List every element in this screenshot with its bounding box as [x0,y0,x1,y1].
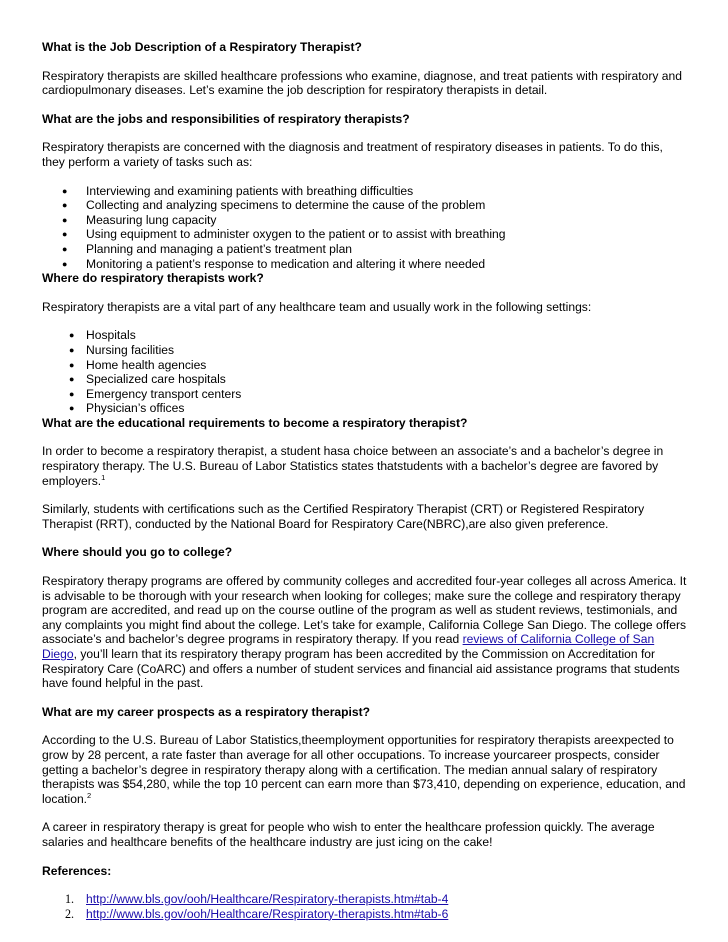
list-item: ● Nursing facilities [42,343,687,358]
heading-responsibilities: What are the jobs and responsibilities of respiratory therapists? [42,111,410,126]
list-item: ● Planning and managing a patient’s treatment plan [42,242,687,257]
footnote-marker: 2 [87,790,92,800]
heading-career: What are my career prospects as a respiratory therapist? [42,704,371,719]
list-item: ● Using equipment to administer oxygen to the patient or to assist with breathing [42,227,687,242]
reference-number: 1. [65,892,75,907]
paragraph-college [42,574,687,691]
list-item: ● Emergency transport centers [42,387,687,402]
paragraph-conclusion: A career in respiratory therapy is great for people who wish to enter the healthcare profession quickly. The average salaries and healthcare benefits of the healthcare industry are just icing on the cake! [42,820,655,849]
list-settings [42,328,687,416]
paragraph-education [42,444,687,488]
heading-references: References: [42,863,112,878]
document-page [42,40,687,921]
list-item: ● Measuring lung capacity [42,213,687,228]
paragraph-education-text: In order to become a respiratory therapist, a student hasa choice between an associate’s and a bachelor’s degree in respiratory therapy. The U.S. Bureau of Labor Statistics states thatstudents with a bachelor’s degree are favored by employers. [42,444,664,488]
reviews-link[interactable]: reviews of California College of San Diego [42,632,655,661]
reference-item [42,892,687,907]
paragraph-college-text: Respiratory therapy programs are offered by community colleges and accredited four-year colleges all across America. It is advisable to be thorough with your research when looking for colleges; make sure the college and respiratory therapy program are accredited, and read up on the course outline of the program as well as student reviews, testimonials, and any complaints you might find about the college. Let’s take for example, California College San Diego. The college offers associate’s and bachelor’s degree programs in respiratory therapy. If you read [42,574,687,647]
list-tasks [42,184,687,272]
list-item: ● Collecting and analyzing specimens to determine the cause of the problem [42,198,687,213]
paragraph-responsibilities: Respiratory therapists are concerned with the diagnosis and treatment of respiratory diseases in patients. To do this, they perform a variety of tasks such as: [42,140,663,169]
reference-link[interactable]: http://www.bls.gov/ooh/Healthcare/Respiratory-therapists.htm#tab-4 [86,892,449,907]
reference-number: 2. [65,906,75,921]
reference-item [42,907,687,922]
heading-education: What are the educational requirements to become a respiratory therapist? [42,415,468,430]
list-item: ● Specialized care hospitals [42,372,687,387]
list-item: ● Home health agencies [42,358,687,373]
paragraph-certifications: Similarly, students with certifications such as the Certified Respiratory Therapist (CRT) or Registered Respiratory Therapist (RRT), conducted by the National Board for Respiratory Care(NBRC),are also given preference. [42,502,645,531]
references-list [42,892,687,921]
paragraph-college-text-end: , you’ll learn that its respiratory therapy program has been accredited by the Commission on Accreditation for Respiratory Care (CoARC) and offers a number of student services and financial aid assistance programs that students have found helpful in the past. [42,647,680,691]
list-item: ● Hospitals [42,328,687,343]
paragraph-career [42,733,687,806]
paragraph-intro: Respiratory therapists are skilled healthcare professions who examine, diagnose, and treat patients with respiratory and cardiopulmonary diseases. Let’s examine the job description for respiratory therapists in detail. [42,68,682,98]
heading-where-work: Where do respiratory therapists work? [42,271,264,286]
list-item: ● Physician’s offices [42,401,687,416]
reference-link[interactable]: http://www.bls.gov/ooh/Healthcare/Respiratory-therapists.htm#tab-6 [86,906,449,921]
list-item: ● Monitoring a patient’s response to medication and altering it where needed [42,257,687,272]
paragraph-settings: Respiratory therapists are a vital part of any healthcare team and usually work in the following settings: [42,299,592,314]
list-item: ● Interviewing and examining patients with breathing difficulties [42,184,687,199]
footnote-marker: 1 [101,472,106,482]
heading-job-description: What is the Job Description of a Respiratory Therapist? [42,40,362,54]
heading-college: Where should you go to college? [42,545,233,560]
paragraph-career-text: According to the U.S. Bureau of Labor Statistics,theemployment opportunities for respiratory therapists areexpected to grow by 28 percent, a rate faster than average for all other occupations. To increase yourcareer prospects, consider getting a bachelor’s degree in respiratory therapy along with a certification. The median annual salary of respiratory therapists was $54,280, while the top 10 percent can earn more than $73,410, depending on experience, education, and location. [42,733,686,806]
